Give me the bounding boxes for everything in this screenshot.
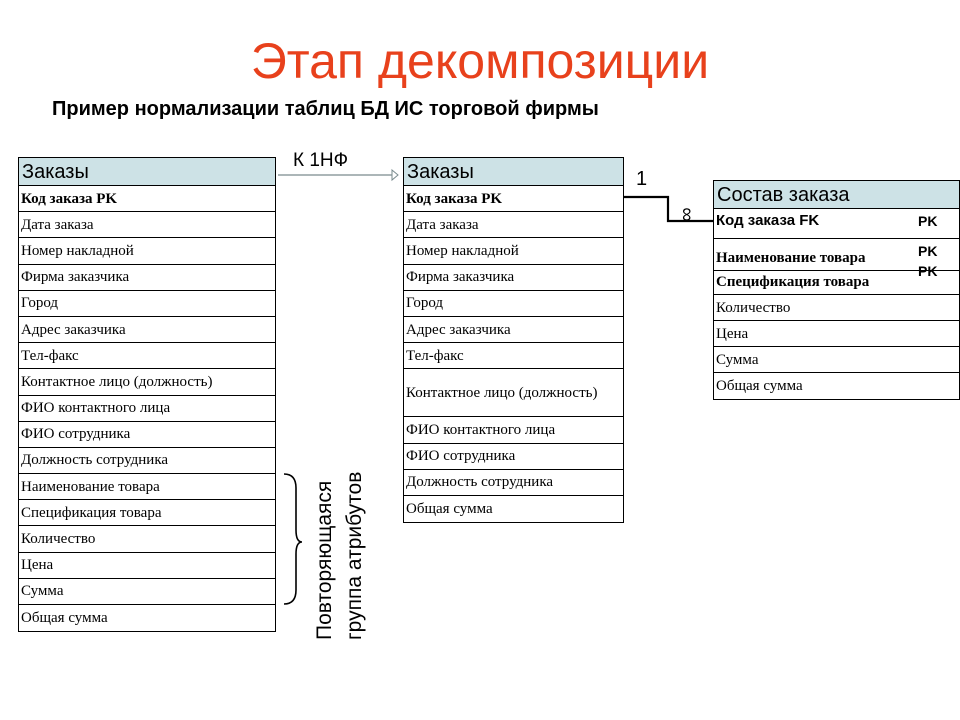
table-row: Фирма заказчика bbox=[404, 265, 623, 291]
relationship-one-label: 1 bbox=[636, 168, 648, 190]
normalize-arrow bbox=[278, 170, 398, 180]
slide-subtitle: Пример нормализации таблиц БД ИС торговой фирмы bbox=[52, 98, 599, 120]
table-row: Код заказа FK bbox=[714, 209, 959, 239]
table-row: ФИО сотрудника bbox=[404, 444, 623, 470]
table-row: Адрес заказчика bbox=[19, 317, 275, 343]
pk-label: PK bbox=[918, 213, 938, 229]
table-row: Дата заказа bbox=[404, 212, 623, 238]
repeating-group-label-line2: группа атрибутов bbox=[343, 471, 366, 640]
table-row: Дата заказа bbox=[19, 212, 275, 238]
table-row: Общая сумма bbox=[406, 500, 493, 517]
table-row: Должность сотрудника bbox=[19, 448, 275, 474]
repeating-group-label-line1: Повторяющаяся bbox=[313, 480, 336, 640]
table-row: Цена bbox=[19, 553, 275, 579]
table-row: Код заказа PK bbox=[404, 186, 623, 212]
table-row: Контактное лицо (должность) bbox=[19, 369, 275, 395]
table-row: Номер накладной bbox=[404, 238, 623, 264]
table-row: Сумма bbox=[714, 347, 959, 373]
table-row: ФИО контактного лица bbox=[404, 417, 623, 443]
table-row: ФИО сотрудника bbox=[19, 422, 275, 448]
table-header: Заказы bbox=[404, 158, 623, 186]
table-header: Состав заказа bbox=[714, 181, 959, 209]
table-row: Общая сумма bbox=[716, 378, 803, 394]
table-row: Город bbox=[19, 291, 275, 317]
table-row: Город bbox=[404, 291, 623, 317]
table-row: Код заказа PK bbox=[19, 186, 275, 212]
curly-brace bbox=[284, 474, 302, 604]
slide-title: Этап декомпозиции bbox=[250, 33, 710, 89]
table-row: Номер накладной bbox=[19, 238, 275, 264]
table-row: Сумма bbox=[19, 579, 275, 605]
table-header: Заказы bbox=[19, 158, 275, 186]
table-row: Спецификация товара bbox=[19, 500, 275, 526]
table-row: Наименование товара bbox=[19, 474, 275, 500]
arrow-label: К 1НФ bbox=[293, 150, 349, 171]
table-row: Должность сотрудника bbox=[404, 470, 623, 496]
table-row: ФИО контактного лица bbox=[19, 396, 275, 422]
table-row: Тел-факс bbox=[404, 343, 623, 369]
table-row: Тел-факс bbox=[19, 343, 275, 369]
table-row: Количество bbox=[19, 526, 275, 552]
table-row: Наименование товара bbox=[714, 239, 959, 271]
table-row: Фирма заказчика bbox=[19, 265, 275, 291]
relationship-many-label: ∞ bbox=[675, 207, 698, 222]
pk-label: PK bbox=[918, 243, 938, 259]
pk-label: PK bbox=[918, 263, 938, 279]
relationship-connector bbox=[623, 197, 713, 221]
table-row: Спецификация товара bbox=[714, 271, 959, 295]
table-row: Количество bbox=[714, 295, 959, 321]
table-row: Контактное лицо (должность) bbox=[404, 369, 623, 417]
table-row: Адрес заказчика bbox=[404, 317, 623, 343]
table-row: Цена bbox=[714, 321, 959, 347]
table-row: Общая сумма bbox=[21, 610, 108, 627]
